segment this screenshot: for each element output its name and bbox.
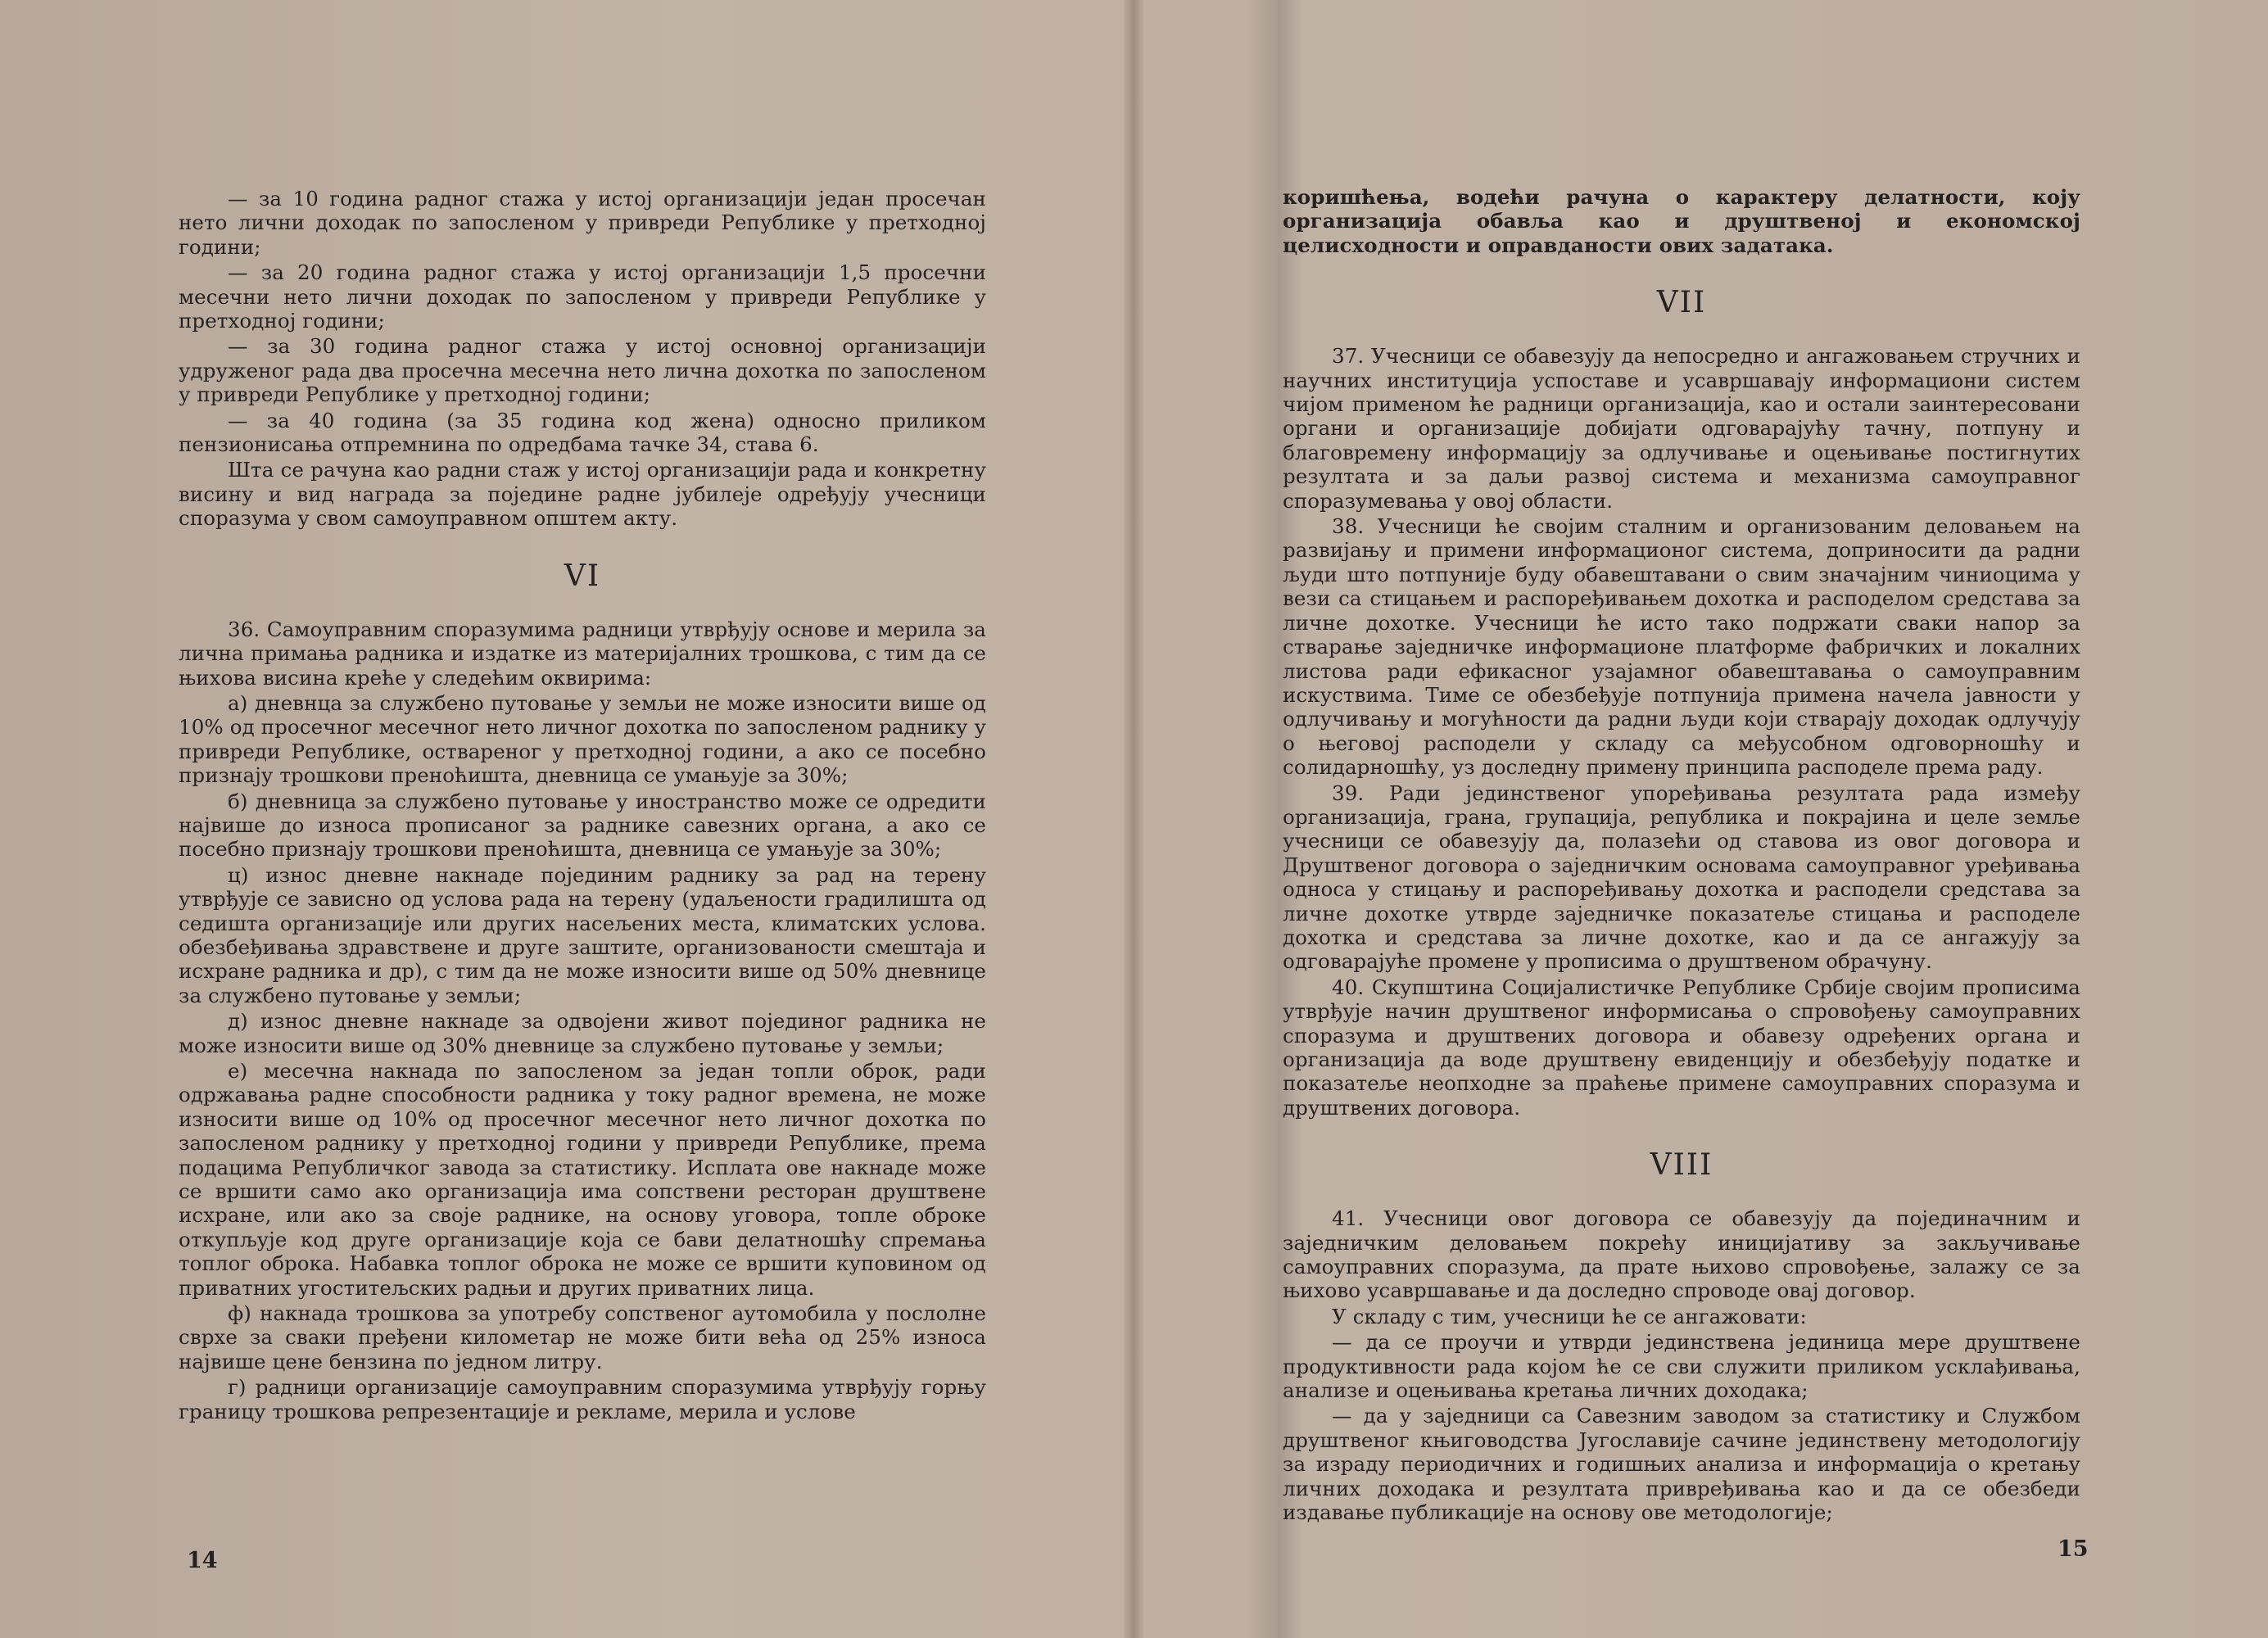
right-page xyxy=(1135,0,2268,1638)
paragraph: 36. Самоуправним споразумима радници утврђују основе и мерила за лична примања радника и издатке из материјалних трошкова, с тим да се њихова висина креће у следећим оквирима: xyxy=(179,617,986,690)
paragraph: Шта се рачуна као радни стаж у истој организацији рада и конкретну висину и вид награда за поједине радне јубилеје одређују учесници споразума у свом самоуправном општем акту. xyxy=(179,458,986,531)
paragraph: б) дневница за службено путовање у иностранство може се одредити највише до износа прописаног за раднике савезних органа, а ако се посебно признају трошкови преноћишта, дневница се умањује за 30%; xyxy=(179,789,986,862)
paragraph: 38. Учесници ће својим сталним и организованим деловањем на развијању и примени информационог система, доприносити да радни људи што потпуније буду обавештавани о свим значајним чиниоцима у вези са стицањем и распоређивањем дохотка и расподелом средстава за личне дохотке. Учесници ће исто тако подржати сваки напор за стварање заједничке информационе платформе фабричких и локалних листова ради ефикасног узајамног обавештавања о самоуправним искуствима. Тиме се обезбеђује потпунија примена начела јавности у одлучивању и могућности да радни људи који стварају доходак одлучују о његовој расподели у складу са међусобном одговорношћу и солидарношћу, уз доследну примену принципа расподеле према раду. xyxy=(1283,514,2080,780)
paragraph: д) износ дневне накнаде за одвојени живот појединог радника не може износити више од 30% дневнице за службено путовање у земљи; xyxy=(179,1009,986,1057)
paragraph: ц) износ дневне накнаде појединим раднику за рад на терену утврђује се зависно од услова рада на терену (удаљености градилишта од седишта организације или других насељених места, климатских услова. обезбеђивања здравствене и друге заштите, организованости смештаја и исхране радника и др), с тим да не може износити више од 50% дневнице за службено путовање у земљи; xyxy=(179,862,986,1007)
left-text-column xyxy=(179,187,986,1425)
page-number: 15 xyxy=(2057,1536,2089,1562)
paragraph: — за 30 година радног стажа у истој основној организацији удруженог рада два просечна месечна нето лична дохотка по запосленом у привреди Републике у претходној години; xyxy=(179,334,986,407)
paragraph: — за 40 година (за 35 година код жена) односно приликом пензионисања отпремнина по одредбама тачке 34, става 6. xyxy=(179,408,986,457)
page-number: 14 xyxy=(187,1548,218,1573)
paragraph: коришћења, водећи рачуна о карактеру делатности, коју организација обавља као и друштвеној и економској целисходности и оправданости ових задатака. xyxy=(1283,185,2080,257)
right-text-column xyxy=(1283,185,2080,1527)
paragraph: г) радници организације самоуправним споразумима утврђују горњу границу трошкова репрезентације и рекламе, мерила и услове xyxy=(179,1375,986,1423)
paragraph: — да се проучи и утврди јединствена јединица мере друштвене продуктивности рада којом ће се сви служити приликом усклађивања, анализе и оцењивања кретања личних доходака; xyxy=(1283,1330,2080,1403)
paragraph: 40. Скупштина Социјалистичке Републике Србије својим прописима утврђује начин друштвеног информисања о спровођењу самоуправних споразума и друштвених договора и обавезу одређених органа и организација да воде друштвену евиденцију и обезбеђују податке и показатеље неопходне за праћење примене самоуправних споразума и друштвених договора. xyxy=(1283,975,2080,1120)
paragraph: — да у заједници са Савезним заводом за статистику и Службом друштвеног књиговодства Југославије сачине јединствену методологију за израду периодичних и годишњих анализа и информација о кретању личних доходака и резултата привређивања као и да се обезбеди издавање публикације на основу ове методологије; xyxy=(1283,1404,2080,1525)
paragraph: 37. Учесници се обавезују да непосредно и ангажовањем стручних и научних институција успоставе и усавршавају информациони систем чијом применом ће радници организација, као и остали заинтересовани органи и организације добијати одговарајућу тачну, потпуну и благовремену информацију за одлучивање и оцењивање постигнутих резултата и за даљи развој система и механизма самоуправног споразумевања у овој области. xyxy=(1283,344,2080,513)
paragraph: 39. Ради јединственог упоређивања резултата рада између организација, грана, групација, република и покрајина и целе земље учесници се обавезују да, полазећи од ставова из овог договора и Друштвеног договора о заједничким основама самоуправног уређивања односа у стицању и распоређивању дохотка и расподели средстава за личне дохотке утврде заједничке показатеље стицања и расподеле дохотка и средстава за личне дохотке, као и да се ангажују за одговарајуће промене у прописима о друштвеном обрачуну. xyxy=(1283,781,2080,974)
section-heading-vi: VI xyxy=(564,559,601,593)
section-heading-viii: VIII xyxy=(1650,1148,1713,1183)
paragraph: а) дневнца за службено путовање у земљи не може износити више од 10% од просечног месечног нето личног дохотка по запосленом раднику у привреди Републике, оствареног у претходној години, а ако се посебно признају трошкови преноћишта, дневница се умањује за 30%; xyxy=(179,690,986,788)
paragraph: — за 10 година радног стажа у истој организацији један просечан нето лични доходак по запосленом у привреди Републике у претходној години; xyxy=(179,187,986,259)
section-heading-vii: VII xyxy=(1656,286,1707,320)
paragraph: е) месечна накнада по запосленом за један топли оброк, ради одржавања радне способности радника у току радног времена, не може износити више од 10% од просечног месечног нето личног дохотка по запосленом раднику у претходној години у привреди Републике, према подацима Републичког завода за статистику. Исплата ове накнаде може се вршити само ако организација има сопствени ресторан друштвене исхране, или ако за своје раднике, на основу уговора, топле оброке откупљује код друге организације која се бави делатношћу спремања топлог оброка. Набавка топлог оброка не може се вршити куповином од приватних угоститељских радњи и других приватних лица. xyxy=(179,1059,986,1300)
paragraph: ф) накнада трошкова за употребу сопственог аутомобила у послолне сврхе за сваки пређени километар не може бити већа од 25% износа највише цене бензина по једном литру. xyxy=(179,1301,986,1373)
paragraph: — за 20 година радног стажа у истој организацији 1,5 просечни месечни нето лични доходак по запосленом у привреди Републике у претходној години; xyxy=(179,260,986,333)
paragraph: У складу с тим, учесници ће се ангажовати: xyxy=(1332,1304,1807,1328)
paragraph: 41. Учесници овог договора се обавезују да појединачним и заједничким деловањем покрећу иницијативу за закључивање самоуправних споразума, да прате њихово спровођење, залажу се за њихово усавршавање и да доследно спроводе овај договор. xyxy=(1283,1206,2080,1303)
